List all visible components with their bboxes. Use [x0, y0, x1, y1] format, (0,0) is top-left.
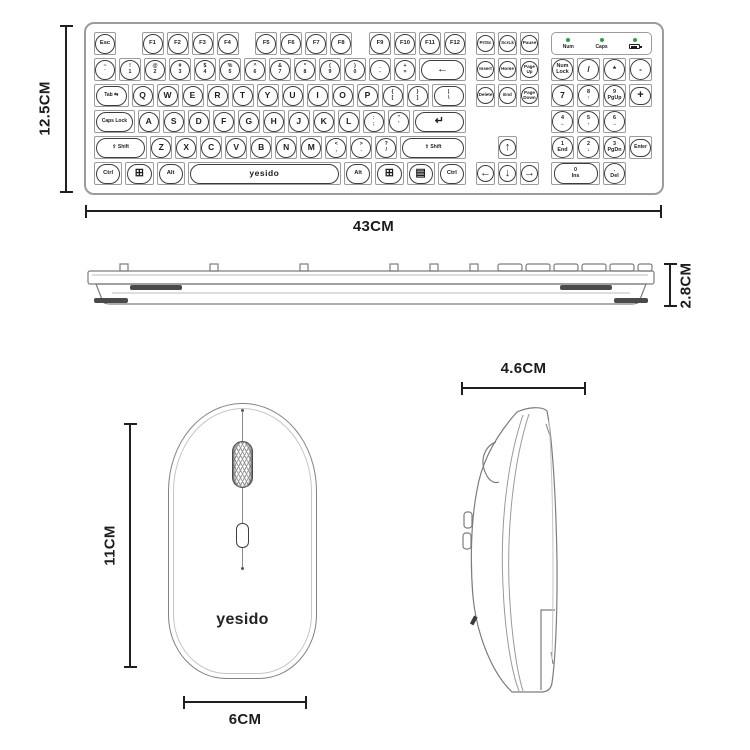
mouse-side-button — [463, 533, 471, 549]
key-y: Y — [257, 84, 279, 107]
key-np-5: 5 - — [577, 110, 600, 133]
key-7: & 7 — [269, 58, 291, 81]
key-np-multiply: * — [603, 58, 626, 81]
key-f11: F11 — [419, 32, 441, 55]
key-tab: Tab ⇆ — [94, 84, 129, 107]
key-l: L — [338, 110, 360, 133]
key-home: Home — [498, 58, 517, 81]
spacebar-brand-logo: yesido — [249, 168, 280, 179]
battery-indicator — [629, 38, 640, 49]
dim-line-keyboard-thickness — [669, 263, 671, 307]
key-np-9: 9 PgUp — [603, 84, 626, 107]
nav-blank — [520, 110, 539, 133]
dpi-button — [236, 523, 249, 548]
key-f: F — [213, 110, 235, 133]
key-pgup: Page Up — [520, 58, 539, 81]
key-f10: F10 — [394, 32, 416, 55]
key-pause: Pause — [520, 32, 539, 55]
key-capslock: Caps Lock — [94, 110, 135, 133]
key-np-enter: Enter — [629, 136, 652, 159]
mouse-button-seam — [242, 548, 243, 568]
key-p: P — [357, 84, 379, 107]
key-minus: _ - — [369, 58, 391, 81]
mouse-top-view — [168, 403, 317, 679]
key-quote: " ' — [388, 110, 410, 133]
key-esc: Esc — [94, 32, 116, 55]
key-f4: F4 — [217, 32, 239, 55]
key-h: H — [263, 110, 285, 133]
key-lbracket: { [ — [382, 84, 404, 107]
mouse-side-seam — [502, 415, 523, 691]
key-q: Q — [132, 84, 154, 107]
dim-line-keyboard-height — [65, 25, 67, 193]
key-semicolon: : ; — [363, 110, 385, 133]
key-backspace: ← — [419, 58, 466, 81]
key-menu: ▤ — [407, 162, 435, 185]
mouse-brand-logo: yesido — [216, 611, 269, 628]
keyboard-main-block — [94, 32, 469, 185]
key-enter: ↵ — [413, 110, 466, 133]
key-gap — [355, 32, 369, 55]
key-gap — [242, 32, 256, 55]
key-slash: ? / — [375, 136, 397, 159]
key-np-0: 0 Ins — [551, 162, 600, 185]
key-numlock: Num Lock — [551, 58, 574, 81]
key-v: V — [225, 136, 247, 159]
mouse-button-seam — [242, 488, 243, 523]
key-arrow-down: ↓ — [498, 162, 517, 185]
key-arrow-right: → — [520, 162, 539, 185]
key-space — [188, 162, 341, 185]
key-i: I — [307, 84, 329, 107]
key-f5: F5 — [255, 32, 277, 55]
key-prtsc: PrtSc — [476, 32, 495, 55]
key-np-4: 4 ← — [551, 110, 574, 133]
key-ralt: Alt — [344, 162, 372, 185]
key-3: # 3 — [169, 58, 191, 81]
key-6: ^ 6 — [244, 58, 266, 81]
key-1: ! 1 — [119, 58, 141, 81]
key-f8: F8 — [330, 32, 352, 55]
keyboard-numpad — [551, 58, 652, 185]
key-o: O — [332, 84, 354, 107]
key-backquote: ~ ` — [94, 58, 116, 81]
battery-led-icon — [633, 38, 637, 42]
key-f1: F1 — [142, 32, 164, 55]
key-np-add: + — [629, 84, 652, 107]
nav-blank — [476, 136, 495, 159]
key-b: B — [250, 136, 272, 159]
key-f7: F7 — [305, 32, 327, 55]
key-end: End — [498, 84, 517, 107]
key-j: J — [288, 110, 310, 133]
key-e: E — [182, 84, 204, 107]
key-f9: F9 — [369, 32, 391, 55]
scroll-wheel — [232, 441, 253, 488]
key-lwin: ⊞ — [125, 162, 153, 185]
key-rbracket: } ] — [407, 84, 429, 107]
key-comma: < , — [325, 136, 347, 159]
key-np-decimal: . Del — [603, 162, 626, 185]
key-t: T — [232, 84, 254, 107]
key-8: * 8 — [294, 58, 316, 81]
key-f12: F12 — [444, 32, 466, 55]
num-lock-indicator — [563, 38, 574, 50]
dim-label-mouse-depth: 4.6CM — [500, 360, 547, 377]
key-pgdn: Page Down — [520, 84, 539, 107]
key-insert: Insert — [476, 58, 495, 81]
key-w: W — [157, 84, 179, 107]
key-d: D — [188, 110, 210, 133]
key-g: G — [238, 110, 260, 133]
keyboard-nav-cluster — [476, 32, 539, 185]
nav-blank — [476, 110, 495, 133]
dim-line-mouse-depth — [461, 387, 586, 389]
key-rwin: ⊞ — [375, 162, 403, 185]
key-equals: + = — [394, 58, 416, 81]
key-np-6: 6 → — [603, 110, 626, 133]
key-x: X — [175, 136, 197, 159]
key-period: > . — [350, 136, 372, 159]
key-np-1: 1 End — [551, 136, 574, 159]
key-n: N — [275, 136, 297, 159]
key-delete: Delete — [476, 84, 495, 107]
key-f3: F3 — [192, 32, 214, 55]
keyboard-numpad-column — [551, 32, 652, 185]
key-rshift: ⇧ Shift — [400, 136, 466, 159]
caps-lock-indicator — [595, 38, 607, 50]
key-9: ( 9 — [319, 58, 341, 81]
key-r: R — [207, 84, 229, 107]
dim-label-keyboard-height: 12.5CM — [36, 81, 54, 136]
key-np-8: 8 ↑ — [577, 84, 600, 107]
dim-line-mouse-width — [183, 701, 307, 703]
dim-line-mouse-length — [129, 423, 131, 668]
key-np-7: 7 — [551, 84, 574, 107]
keyboard-feet — [94, 285, 648, 303]
mouse-seam-dot-bottom — [241, 567, 244, 570]
dim-line-keyboard-width — [85, 210, 662, 212]
key-m: M — [300, 136, 322, 159]
caps-indicator-label: Caps — [595, 43, 608, 50]
key-5: % 5 — [219, 58, 241, 81]
key-np-subtract: - — [629, 58, 652, 81]
key-np-3: 3 PgDn — [603, 136, 626, 159]
num-indicator-label: Num — [562, 43, 574, 50]
battery-icon — [629, 44, 640, 49]
key-u: U — [282, 84, 304, 107]
key-arrow-left: ← — [476, 162, 495, 185]
dim-label-mouse-width: 6CM — [228, 711, 262, 728]
num-led-icon — [566, 38, 570, 42]
nav-blank — [498, 110, 517, 133]
nav-blank — [520, 136, 539, 159]
key-k: K — [313, 110, 335, 133]
key-s: S — [163, 110, 185, 133]
key-rctrl: Ctrl — [438, 162, 466, 185]
key-f6: F6 — [280, 32, 302, 55]
key-2: @ 2 — [144, 58, 166, 81]
dim-label-keyboard-thickness: 2.8CM — [677, 262, 695, 309]
key-arrow-up: ↑ — [498, 136, 517, 159]
key-4: $ 4 — [194, 58, 216, 81]
key-lctrl: Ctrl — [94, 162, 122, 185]
key-np-2: 2 ↓ — [577, 136, 600, 159]
keyboard-side-view — [86, 261, 660, 309]
indicator-panel — [551, 32, 652, 55]
keyboard-top-view — [84, 22, 664, 195]
caps-led-icon — [600, 38, 604, 42]
dim-label-keyboard-width: 43CM — [352, 218, 395, 235]
key-f2: F2 — [167, 32, 189, 55]
key-lalt: Alt — [157, 162, 185, 185]
mouse-side-button — [464, 512, 472, 528]
mouse-button-seam — [242, 411, 243, 441]
key-z: Z — [150, 136, 172, 159]
key-gap — [119, 32, 142, 55]
key-scrlk: ScrLk — [498, 32, 517, 55]
key-np-divide: / — [577, 58, 600, 81]
key-0: ) 0 — [344, 58, 366, 81]
key-lshift: ⇧ Shift — [94, 136, 147, 159]
mouse-side-view — [462, 402, 567, 694]
key-backslash: | \ — [432, 84, 467, 107]
key-a: A — [138, 110, 160, 133]
dim-label-mouse-length: 11CM — [101, 525, 119, 566]
key-c: C — [200, 136, 222, 159]
